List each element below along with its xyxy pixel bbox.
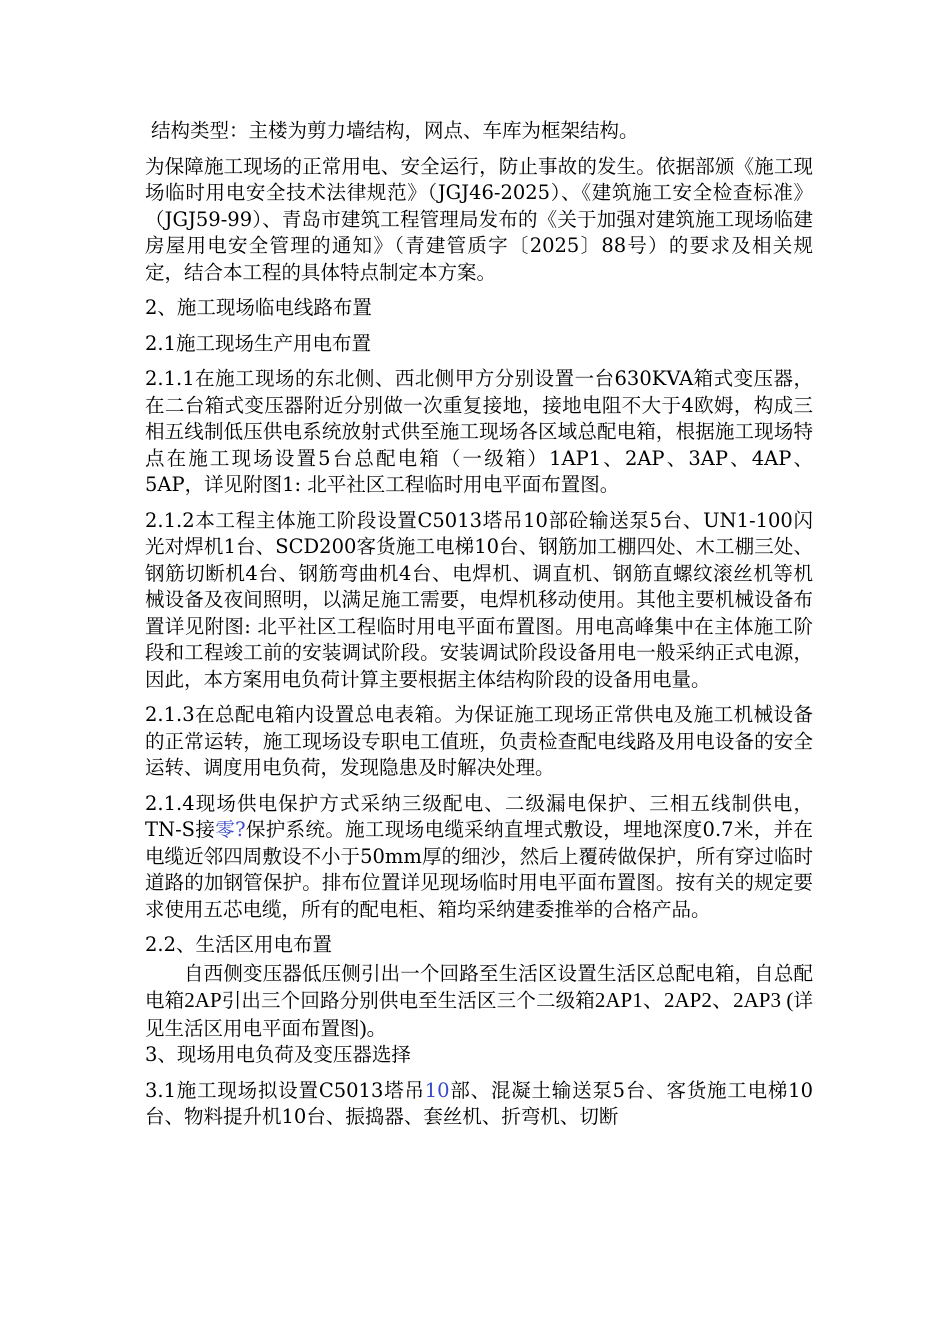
paragraph-2-2 (145, 961, 813, 1043)
paragraph-structure-type: 结构类型：主楼为剪力墙结构，网点、车库为框架结构。 (151, 119, 639, 142)
paragraph-2-1-4-text-b: 保护系统。施工现场电缆采纳直埋式敷设，埋地深度0.7米，并在电缆近邻四周敷设不小于50mm厚的细沙，然后上覆砖做保护，所有穿过临时道路的加钢管保护。排布位置详见现场临时用电平面布置图。按有关的规定要求使用五芯电缆，所有的配电柜、箱均采纳建委推举的合格产品。 (145, 818, 813, 921)
paragraph-purpose: 为保障施工现场的正常用电、安全运行，防止事故的发生。依据部颁《施工现场临时用电安全技术法律规范》（JGJ46-2025）、《建筑施工安全检查标准》（JGJ59-99）、青岛市建筑工程管理局发布的《关于加强对建筑施工现场临建房屋用电安全管理的通知》（青建管质字〔2025〕88号）的要求及相关规定，结合本工程的具体特点制定本方案。 (145, 154, 813, 284)
paragraph-3-1-blue-number: 10 (424, 1078, 450, 1102)
paragraph-2-1-2: 2.1.2本工程主体施工阶段设置C5013塔吊10部砼输送泵5台、UN1-100闪光对焊机1台、SCD200客货施工电梯10台、钢筋加工棚四处、木工棚三处、钢筋切断机4台、钢筋弯曲机4台、电焊机、调直机、钢筋直螺纹滚丝机等机械设备及夜间照明，以满足施工需要，电焊机移动使用。其他主要机械设备布置详见附图: 北平社区工程临时用电平面布置图。用电高峰集中在主体施工阶段和工程竣工前的安装调试阶段。安装调试阶段设备用电一般采纳正式电源，因此，本方案用电负荷计算主要根据主体结构阶段的设备用电量。 (145, 508, 813, 691)
paragraph-2-2-text-f: )。 (359, 1015, 388, 1040)
paragraph-2-1-4-text-a: 2.1.4现场供电保护方式采纳三级配电、二级漏电保护、三相五线制供电，TN-S接 (145, 791, 813, 841)
paragraph-2-2-box-id: 2AP (184, 988, 222, 1012)
paragraph-2-1-1: 2.1.1在施工现场的东北侧、西北侧甲方分别设置一台630KVA箱式变压器，在二台箱式变压器附近分别做一次重复接地，接地电阻不大于4欧姆，构成三相五线制低压供电系统放射式供至施工现场各区域总配电箱，根据施工现场特点在施工现场设置5台总配电箱（一级箱）1AP1、2AP、3AP、4AP、5AP，详见附图1: 北平社区工程临时用电平面布置图。 (145, 367, 813, 496)
heading-section-2-1: 2.1施工现场生产用电布置 (145, 331, 372, 355)
paragraph-2-2-text-c: 引出三个回路分别供电至生活区三个二级箱 (221, 989, 595, 1012)
paragraph-3-1-text-a: 3.1施工现场拟设置C5013塔吊 (145, 1078, 425, 1102)
paragraph-2-1-4 (145, 791, 813, 924)
paragraph-2-2-box-list: 2AP1、2AP2、2AP3 ( (594, 988, 794, 1012)
heading-section-2-2: 2.2、生活区用电布置 (145, 933, 333, 956)
paragraph-3-1 (145, 1078, 813, 1131)
heading-section-3: 3、现场用电负荷及变压器选择 (145, 1043, 411, 1066)
paragraph-2-2-text-e: 详见生活区用电平面布置图 (145, 989, 813, 1040)
paragraph-2-1-4-blue-text: 零? (215, 818, 246, 841)
heading-section-2: 2、施工现场临电线路布置 (145, 296, 372, 319)
paragraph-3-1-text-b: 部、混凝土输送泵5台、客货施工电梯10台、物料提升机10台、振捣器、套丝机、折弯机、切断 (145, 1078, 813, 1128)
document-body (145, 118, 813, 1140)
paragraph-2-1-3: 2.1.3在总配电箱内设置总电表箱。为保证施工现场正常供电及施工机械设备的正常运转，施工现场设专职电工值班，负责检查配电线路及用电设备的安全运转、调度用电负荷，发现隐患及时解决处理。 (145, 703, 813, 779)
paragraph-2-2-text-a: 自西侧变压器低压侧引出一个回路至生活区设置生活区总配电箱，自总配电箱 (145, 961, 813, 1012)
